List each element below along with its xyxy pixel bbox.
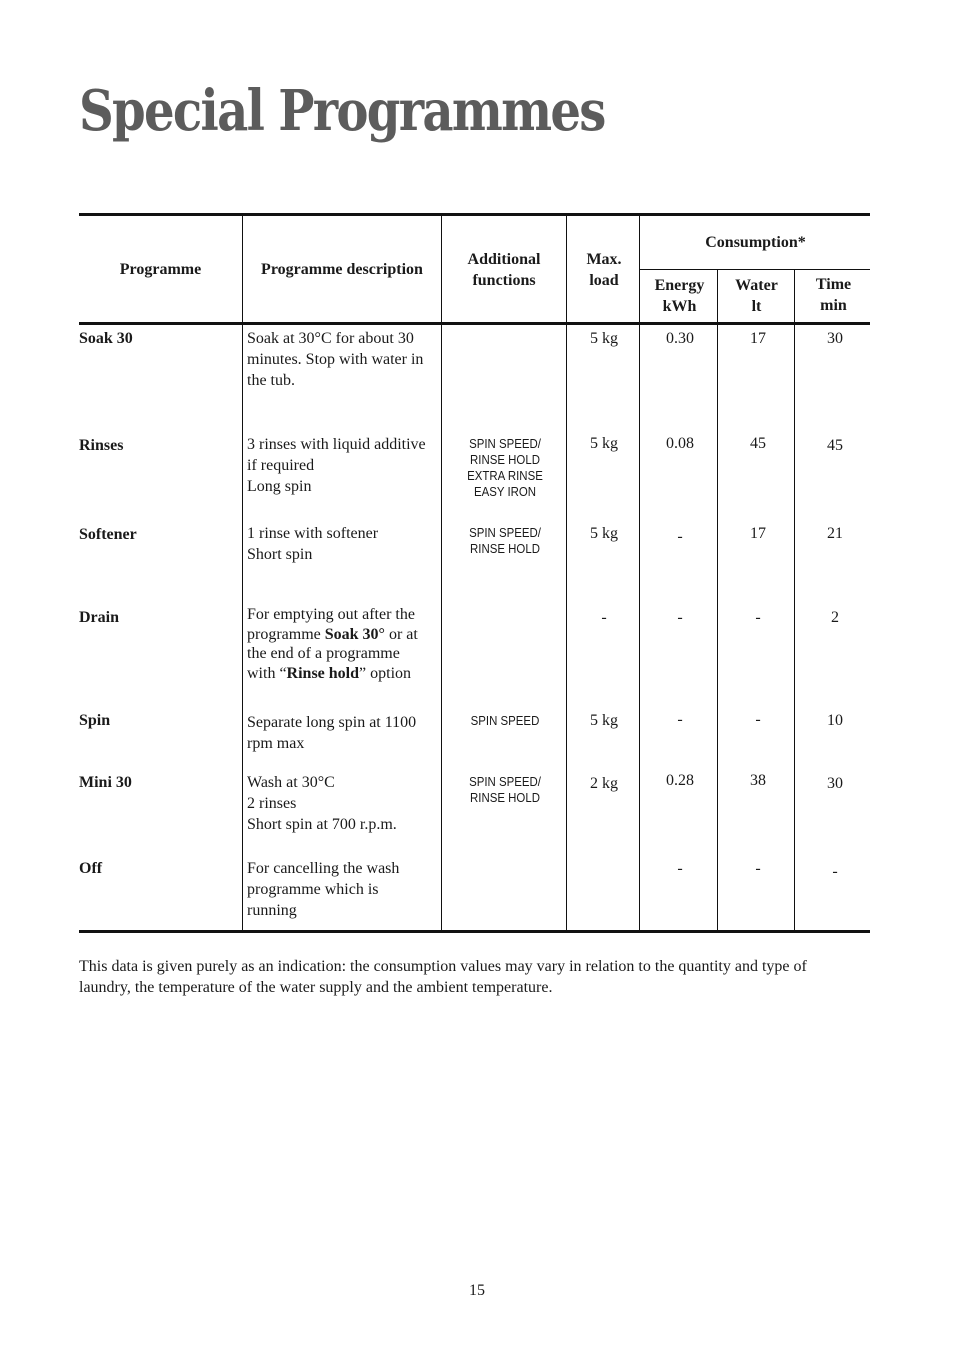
time-min: 30 [827,775,843,792]
description-line: the tub. [247,372,295,389]
page-number: 15 [469,1282,485,1299]
time-min: 10 [827,712,843,729]
max-load: 5 kg [590,330,618,347]
function-item: SPIN SPEED [470,713,540,728]
description-line [247,664,437,684]
programme-name: Mini 30 [79,774,132,791]
water-lt: 17 [750,330,766,347]
header-load-line1: Max. [586,251,622,268]
consumption-note: This data is given purely as an indication: the consumption values may vary in relation to the quantity and type of laundry, the temperature of the water supply and the ambient temperature. [79,958,807,996]
function-item: RINSE HOLD [470,541,540,556]
function-item: RINSE HOLD [470,452,540,467]
energy-kwh: 0.28 [666,772,694,789]
description-line: rpm max [247,735,305,752]
additional-functions [450,525,559,557]
header-functions-line2: functions [472,272,536,289]
header-energy [641,275,718,317]
header-time-line1: Time [815,276,852,293]
description-text: or at [384,625,418,643]
header-time [795,274,872,316]
programme-description [247,605,437,683]
water-lt: 38 [750,772,766,789]
header-functions [442,249,566,291]
time-min: 45 [827,437,843,454]
function-item: SPIN SPEED/ [469,774,541,789]
energy-kwh: - [677,528,683,545]
programme-name: Spin [79,712,111,729]
energy-kwh: - [677,860,683,877]
header-water [718,275,795,317]
description-line: For cancelling the wash [247,860,400,877]
description-line: 2 rinses [247,795,297,812]
description-line: if required [247,457,315,474]
water-lt: 45 [750,435,766,452]
programme-name: Soak 30 [79,330,133,347]
description-line: Soak at 30°C for about 30 [247,330,414,347]
function-item: RINSE HOLD [470,790,540,805]
programme-description [247,328,437,391]
table-body [79,325,870,930]
header-load-line2: load [589,272,619,289]
description-line: the end of a programme [247,645,400,662]
description-line: 3 rinses with liquid additive [247,436,426,453]
column-divider [441,325,442,930]
max-load: - [601,609,607,626]
description-line: Short spin at 700 r.p.m. [247,816,397,833]
description-text: ” option [359,664,412,682]
table-header [79,216,870,325]
time-min: - [832,863,838,880]
description-emphasis: Soak 30° [324,625,385,643]
water-lt: 17 [750,525,766,542]
description-line: For emptying out after the [247,606,415,623]
header-water-line1: Water [735,277,778,294]
header-description: Programme description [261,261,423,278]
description-line: minutes. Stop with water in [247,351,424,368]
header-load [567,249,641,291]
description-line: Separate long spin at 1100 [247,714,417,731]
programme-description [247,772,437,835]
column-divider [242,325,243,930]
description-line: Long spin [247,478,312,495]
function-item: SPIN SPEED/ [469,436,541,451]
header-functions-line1: Additional [467,251,541,268]
header-energy-line1: Energy [654,277,705,294]
additional-functions [450,774,559,806]
energy-kwh: - [677,711,683,728]
max-load: 5 kg [590,435,618,452]
max-load: 2 kg [590,775,618,792]
description-emphasis: Rinse hold [286,664,360,682]
additional-functions [450,713,559,729]
function-item: EXTRA RINSE [467,468,543,483]
water-lt: - [755,711,761,728]
header-energy-line2: kWh [662,298,697,315]
water-lt: - [755,609,761,626]
programme-name: Off [79,860,103,877]
description-line [247,625,437,645]
time-min: 21 [827,525,843,542]
water-lt: - [755,860,761,877]
header-time-line2: min [820,297,847,314]
programme-name: Drain [79,609,119,626]
description-text: programme [247,625,325,643]
description-line: 1 rinse with softener [247,525,379,542]
consumption-divider [640,269,870,270]
programme-description [247,858,437,921]
programme-name: Softener [79,526,137,543]
energy-kwh: 0.30 [666,330,694,347]
description-line: running [247,902,297,919]
energy-kwh: 0.08 [666,435,694,452]
programme-name: Rinses [79,437,124,454]
programmes-table [79,213,870,933]
programme-description [247,712,437,754]
energy-kwh: - [677,609,683,626]
page-title: Special Programmes [79,78,605,144]
additional-functions [450,436,559,500]
programme-description [247,523,437,565]
function-item: EASY IRON [473,484,537,499]
function-item: SPIN SPEED/ [469,525,541,540]
header-water-line2: lt [751,298,762,315]
description-line: Wash at 30°C [247,774,335,791]
header-consumption: Consumption* [705,234,806,251]
header-programme: Programme [119,261,202,278]
max-load: 5 kg [590,712,618,729]
description-line: Short spin [247,546,313,563]
time-min: 30 [827,330,843,347]
max-load: 5 kg [590,525,618,542]
time-min: 2 [831,609,839,626]
description-text: with “ [247,664,287,682]
programme-description [247,434,437,497]
description-line: programme which is [247,881,379,898]
